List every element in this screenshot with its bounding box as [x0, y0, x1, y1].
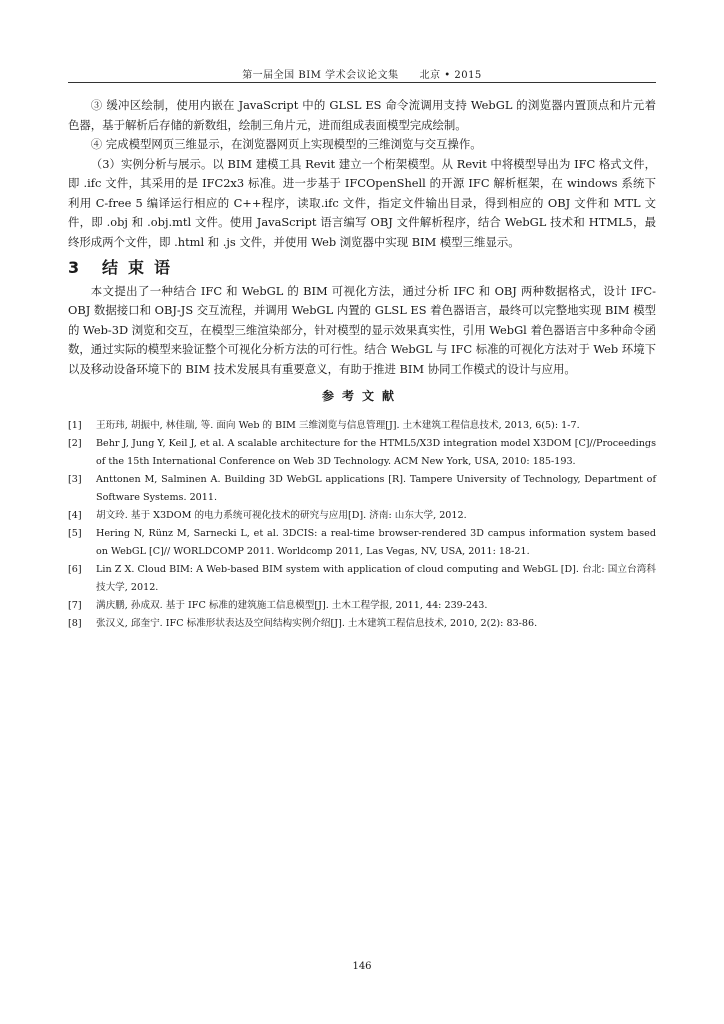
reference-number: [3] — [68, 473, 82, 485]
running-header: 第一届全国 BIM 学术会议论文集 北京 • 2015 — [242, 70, 482, 81]
reference-list — [68, 417, 656, 633]
body-paragraph-step3: ③ 缓冲区绘制，使用内嵌在 JavaScript 中的 GLSL ES 命令流调用支持 WebGL 的浏览器内置顶点和片元着色器，基于解析后存储的新数组，绘制三角片元，进而组成表面模型完成绘制。 — [68, 98, 656, 132]
reference-number: [8] — [68, 617, 82, 629]
reference-number: [4] — [68, 509, 82, 521]
page-number: 146 — [352, 961, 372, 972]
reference-number: [7] — [68, 599, 82, 611]
reference-item — [68, 435, 656, 471]
reference-number: [5] — [68, 527, 82, 539]
reference-item — [68, 471, 656, 507]
reference-text: Anttonen M, Salminen A. Building 3D WebGL applications [R]. Tampere University of Technology, Department of Software Systems. 2011. — [96, 473, 656, 503]
reference-text: 王珩玮, 胡振中, 林佳瑞, 等. 面向 Web 的 BIM 三维浏览与信息管理[J]. 土木建筑工程信息技术, 2013, 6(5): 1-7. — [96, 419, 580, 431]
page-body — [68, 96, 656, 633]
reference-number: [1] — [68, 419, 82, 431]
body-paragraph-example: （3）实例分析与展示。以 BIM 建模工具 Revit 建立一个桁架模型。从 Revit 中将模型导出为 IFC 格式文件，即 .ifc 文件，其采用的是 IFC2x3 标准。进一步基于 IFCOpenShell 的开源 IFC 解析框架，在 windows 系统下利用 C-free 5 编译运行相应的 C++程序，读取.ifc 文件，指定文件输出目录，得到相应的 OBJ 文件和 MTL 文件，即 .obj 和 .obj.mtl 文件。使用 JavaScript 语言编写 OBJ 文件解析程序，结合 WebGL 技术和 HTML5，最终形成两个文件，即 .html 和 .js 文件，并使用 Web 浏览器中实现 BIM 模型三维显示。 — [68, 156, 656, 249]
conclusion-paragraph: 本文提出了一种结合 IFC 和 WebGL 的 BIM 可视化方法，通过分析 IFC 和 OBJ 两种数据格式，设计 IFC-OBJ 数据接口和 OBJ-JS 交互流程，并调用 WebGL 内置的 GLSL ES 着色器语言，最终可以完整地实现 BIM 模型的 Web-3D 浏览和交互，在模型三维渲染部分，针对模型的显示效果真实性，引用 WebGl 着色器语言中多种命令函数，通过实际的模型来验证整个可视化分析方法的可行性。结合 WebGL 与 IFC 标准的可视化方法对于 Web 环境下以及移动设备环境下的 BIM 技术发展具有重要意义，有助于推进 BIM 协同工作模式的设计与应用。 — [68, 283, 656, 376]
body-paragraph-step4: ④ 完成模型网页三维显示，在浏览器网页上实现模型的三维浏览与交互操作。 — [90, 137, 482, 151]
reference-text: 张汉义, 邱奎宁. IFC 标准形状表达及空间结构实例介绍[J]. 土木建筑工程信息技术, 2010, 2(2): 83-86. — [96, 617, 538, 629]
section-heading — [68, 258, 656, 278]
references-title: 参考文献 — [321, 389, 402, 403]
reference-number: [2] — [68, 437, 82, 449]
reference-text: Hering N, Rünz M, Sarnecki L, et al. 3DCIS: a real-time browser-rendered 3D campus information system based on WebGL [C]// WORLDCOMP 2011. Worldcomp 2011, Las Vegas, NV, USA, 2011: 18-21. — [96, 527, 656, 557]
section-title: 结束语 — [102, 258, 181, 277]
section-number: 3 — [68, 258, 81, 277]
reference-text: Behr J, Jung Y, Keil J, et al. A scalable architecture for the HTML5/X3D integration model X3DOM [C]//Proceedings of the 15th International Conference on Web 3D Technology. ACM New York, USA, 2010: 185-193. — [96, 437, 656, 467]
header-rule — [68, 82, 656, 83]
reference-item — [68, 507, 656, 525]
reference-item — [68, 561, 656, 597]
reference-item — [68, 615, 656, 633]
reference-item — [68, 525, 656, 561]
reference-text: 满庆鹏, 孙成双. 基于 IFC 标准的建筑施工信息模型[J]. 土木工程学报, 2011, 44: 239-243. — [96, 599, 488, 611]
reference-text: 胡文玲. 基于 X3DOM 的电力系统可视化技术的研究与应用[D]. 济南: 山东大学, 2012. — [96, 509, 467, 521]
reference-text: Lin Z X. Cloud BIM: A Web-based BIM system with application of cloud computing and WebGL [D]. 台北: 国立台湾科技大学, 2012. — [96, 563, 656, 593]
reference-item — [68, 417, 656, 435]
reference-item — [68, 597, 656, 615]
reference-number: [6] — [68, 563, 82, 575]
